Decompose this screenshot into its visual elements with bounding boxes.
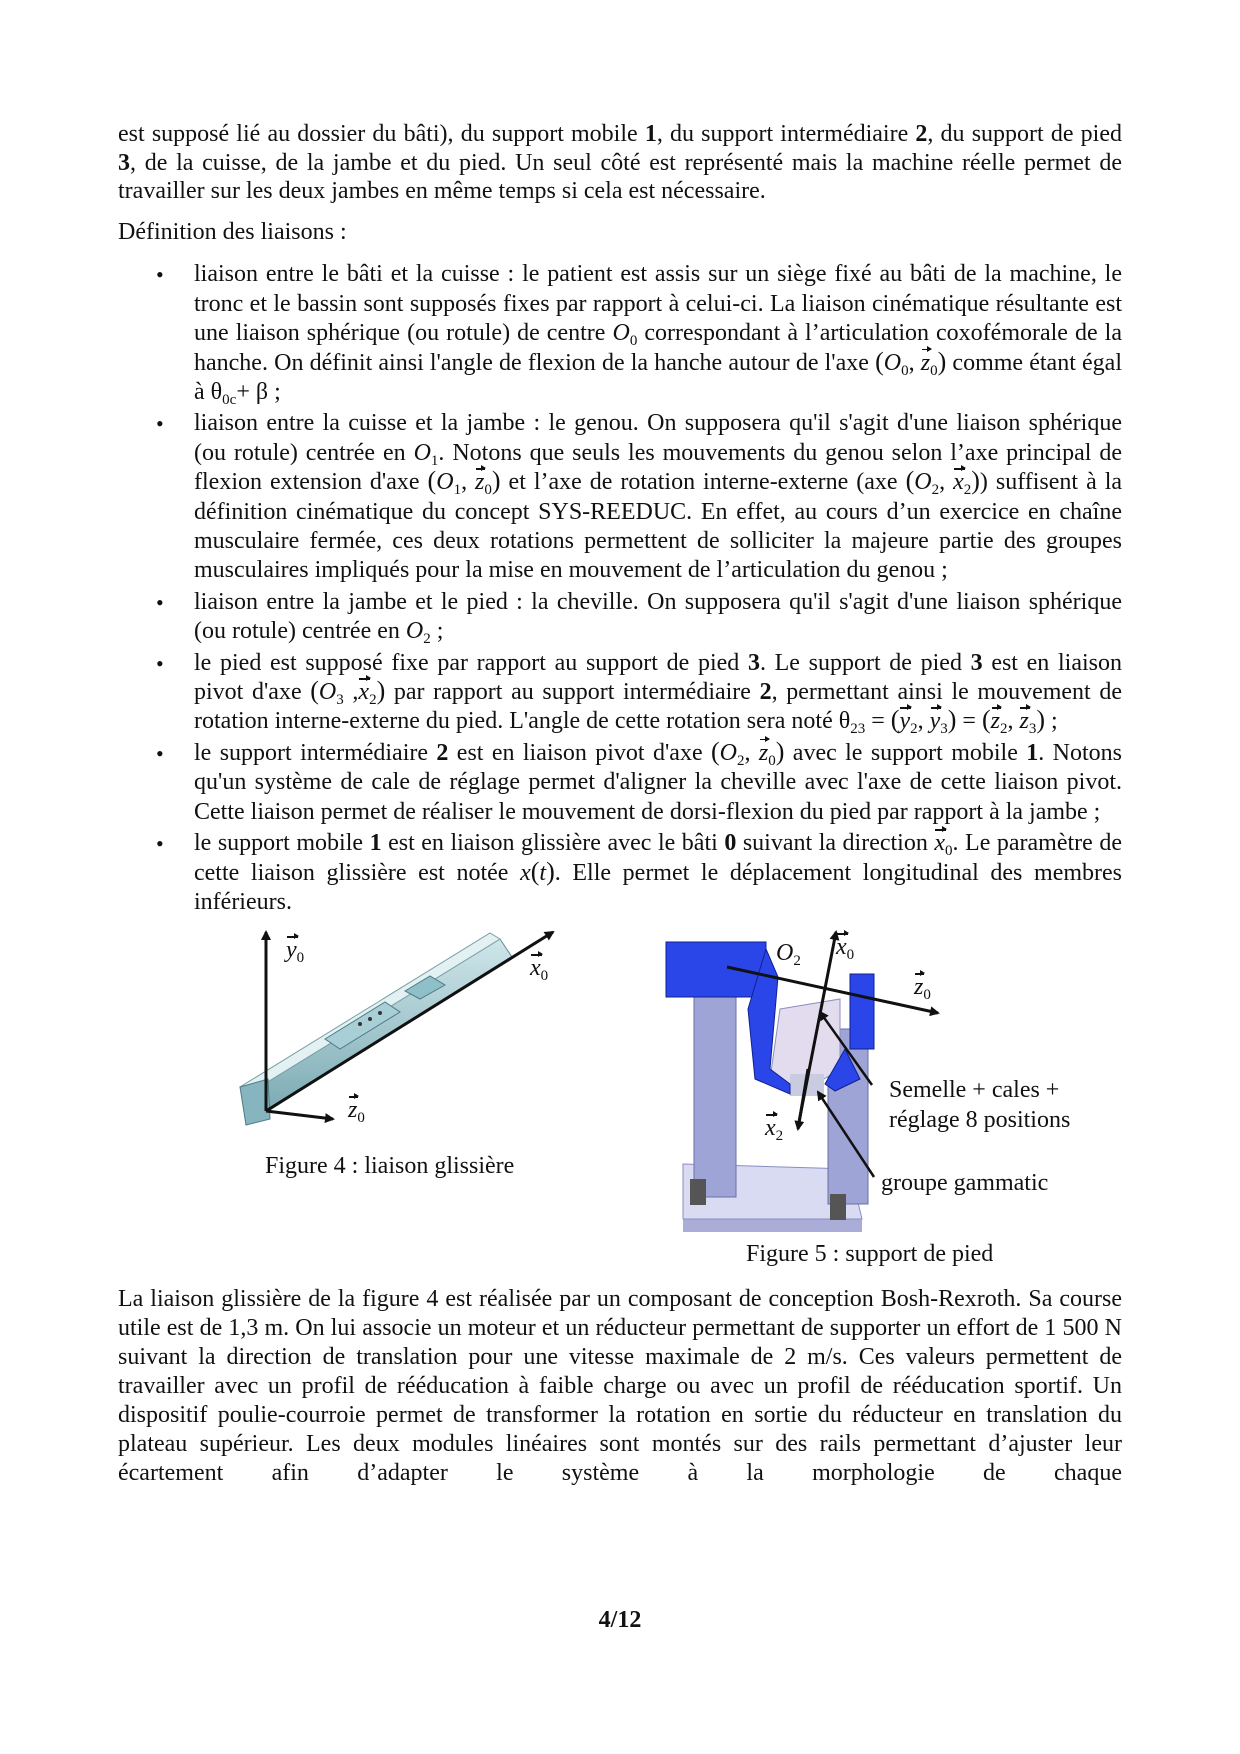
math-parenthesis: ( (981, 705, 991, 735)
math-symbol: x (520, 859, 531, 886)
text-run: + β ; (236, 379, 281, 405)
text-run: comme étant égal à θ (194, 349, 1122, 405)
subscript: 0 (296, 950, 305, 967)
fig4-label-x0 (530, 955, 549, 985)
vector-symbol: y (899, 708, 911, 735)
math-parenthesis: ) (947, 705, 957, 735)
fig5-label-x2 (765, 1115, 784, 1145)
math-parenthesis: ) (1036, 705, 1045, 735)
vector-x: x (836, 934, 847, 961)
bullet-genou (156, 409, 1123, 585)
text-run: le pied est supposé fixe par rapport au support de pied (194, 649, 748, 676)
subscript: 2 (999, 721, 1008, 738)
bullet-marker: • (156, 411, 164, 437)
text-run: , (461, 469, 476, 496)
subscript: 2 (423, 631, 431, 648)
bold-number: 3 (970, 649, 983, 676)
vector-symbol: z (1019, 708, 1029, 735)
subscript: 2 (369, 692, 377, 709)
bold-number: 1 (644, 121, 657, 147)
bullet-support-pied (156, 649, 1123, 738)
fig4-label-y0 (286, 937, 305, 967)
subscript: 1 (430, 452, 439, 469)
subscript: 3 (1028, 721, 1037, 738)
bullet-text (194, 261, 1123, 408)
page-content (118, 120, 1122, 1488)
text-run: par rapport au support intermédiaire (385, 679, 760, 706)
text-run: liaison entre le bâti et la cuisse : le patient est assis sur un siège fixé au bâti de la machine, le tronc et le bassin sont supposés fixes par rapport à celui-ci. La liaison cinématique résultante est une liaison sphérique (ou rotule) de centre (194, 261, 1122, 347)
subscript: 0 (945, 843, 953, 860)
vector-x: x (765, 1115, 776, 1142)
subscript: 0 (357, 1110, 365, 1127)
fig5-label-x0 (836, 934, 855, 964)
bullet-hanche (156, 260, 1123, 408)
z0-axis (266, 1111, 333, 1119)
subscript: 0 (901, 362, 909, 379)
math-parenthesis: ) (937, 346, 947, 376)
subscript: 0c (222, 392, 237, 408)
subscript: 0 (484, 482, 492, 499)
subscript: 3 (940, 721, 948, 738)
math-parenthesis: ( (710, 736, 720, 766)
point-O: O (776, 940, 794, 967)
bullet-text (194, 830, 1122, 915)
bold-number: 3 (118, 149, 130, 176)
math-parenthesis: ) (376, 676, 386, 706)
math-parenthesis: ) (775, 736, 785, 766)
bold-number: 1 (369, 830, 382, 857)
math-parenthesis: ) (546, 856, 555, 886)
text-run: , (917, 708, 930, 735)
math-symbol: t (539, 859, 547, 886)
math-symbol: O (914, 469, 932, 496)
bold-number: 2 (436, 739, 449, 766)
x0-axis (266, 932, 553, 1111)
foot-support-image (666, 942, 874, 1232)
text-run: = (865, 708, 891, 735)
math-parenthesis: ( (905, 466, 915, 496)
text-run: . Le paramètre de cette liaison glissière est notée (194, 830, 1122, 886)
annotation-semelle-line2: réglage 8 positions (889, 1107, 1071, 1134)
text-run: liaison entre la jambe et le pied : la cheville. On supposera qu'il s'agit d'une liaison sphérique (ou rotule) centrée en (194, 588, 1122, 645)
subscript: 2 (963, 482, 972, 499)
subscript: 0 (540, 968, 549, 985)
subscript: 0 (930, 362, 938, 379)
bullet-marker: • (156, 262, 164, 288)
subscript: 0 (629, 333, 638, 350)
subscript: 0 (846, 947, 855, 964)
math-symbol: O (318, 679, 337, 706)
math-parenthesis: ( (875, 346, 884, 376)
text-run: , (744, 739, 759, 766)
math-parenthesis: ( (427, 466, 437, 496)
math-symbol: O (719, 739, 737, 766)
text-run: ) suffisent à la définition cinématique du concept SYS-REEDUC. En effet, au cours d’un exercice en chaîne musculaire fermée, ces deux rotations permettent de solliciter la majeure partie des groupes musculaires impliqués pour la mise en mouvement de l’articulation du genou ; (194, 469, 1123, 584)
text-run: et l’axe de rotation interne-externe (axe (500, 469, 906, 496)
text-run: . Le support de pied (759, 649, 971, 676)
vector-symbol: x (358, 679, 370, 706)
subscript: 0 (768, 752, 776, 769)
bullet-text (194, 736, 1122, 825)
vector-symbol: z (475, 469, 485, 496)
vector-z: z (348, 1097, 358, 1124)
subscript: 2 (910, 721, 918, 738)
text-run: liaison entre la cuisse et la jambe : le genou. On supposera qu'il s'agit d'une liaison sphérique (ou rotule) centrée en (194, 410, 1122, 466)
math-parenthesis: ) (491, 466, 501, 496)
subscript: 3 (336, 692, 344, 709)
subscript: 2 (793, 953, 801, 970)
text-run: est supposé lié au dossier du bâti), du support mobile (118, 121, 645, 147)
annotation-groupe-gammatic: groupe gammatic (881, 1170, 1049, 1197)
text-run: avec le support mobile (784, 739, 1027, 766)
bold-number: 2 (759, 679, 772, 706)
figures-block (0, 919, 1240, 1271)
figure5-caption: Figure 5 : support de pied (746, 1241, 994, 1268)
text-run: , (939, 469, 954, 496)
text-run: . Notons que seuls les mouvements du genou selon l’axe principal de flexion extension d'axe (194, 439, 1123, 496)
text-run: . Notons qu'un système de cale de réglage permet d'aligner la cheville avec l'axe de cette liaison pivot. Cette liaison permet de réaliser le mouvement de dorsi-flexion du pied par rapport à la jambe ; (194, 739, 1122, 825)
subscript: 0 (923, 987, 931, 1004)
fig5-label-z0 (914, 974, 931, 1004)
text-run: le support intermédiaire (194, 739, 437, 766)
subscript: 1 (453, 482, 462, 499)
vector-symbol: z (920, 349, 931, 376)
definition-heading: Définition des liaisons : (118, 218, 347, 245)
page-number: 4/12 (598, 1607, 642, 1633)
text-run: = (956, 708, 982, 735)
text-run: , de la cuisse, de la jambe et du pied. Un seul côté est représenté mais la machine réelle permet de travailler sur les deux jambes en même temps si cela est nécessaire. (118, 149, 1122, 205)
math-symbol: O (612, 320, 630, 347)
vector-x: x (530, 955, 541, 982)
text-run: , du support intermédiaire (656, 121, 916, 147)
text-run: est en liaison pivot d'axe (448, 739, 711, 766)
math-symbol: O (405, 618, 424, 645)
intro-paragraph (118, 120, 1122, 206)
vector-symbol: x (953, 469, 964, 496)
text-run: , (908, 349, 921, 376)
liaisons-list (156, 260, 1123, 917)
math-symbol: O (413, 439, 431, 466)
text-run: le support mobile (194, 830, 370, 857)
bullet-text (194, 410, 1122, 583)
fig4-label-z0 (348, 1097, 365, 1127)
vector-y: y (286, 937, 297, 964)
bullet-cheville (156, 588, 1122, 648)
bullet-support-intermediaire (156, 736, 1122, 827)
math-parenthesis: ( (890, 705, 900, 735)
text-run: correspondant à l’articulation coxofémorale de la hanche. On définit ainsi l'angle de flexion de la hanche autour de l'axe (194, 320, 1123, 376)
math-parenthesis: ( (530, 856, 540, 886)
figure4-caption: Figure 4 : liaison glissière (265, 1153, 515, 1180)
text-run: , (1007, 708, 1020, 735)
bold-number: 0 (724, 830, 737, 857)
subscript: 23 (850, 721, 866, 738)
fig5-label-O2 (776, 940, 801, 970)
bullet-text (194, 649, 1123, 738)
text-run: , du support de pied (927, 121, 1122, 147)
vector-symbol: z (758, 739, 769, 766)
annotation-semelle-line1: Semelle + cales + (889, 1077, 1060, 1104)
bold-number: 2 (915, 121, 928, 147)
closing-paragraph: La liaison glissière de la figure 4 est réalisée par un composant de conception Bosh-Rexroth. Sa course utile est de 1,3 m. On lui associe un moteur et un réducteur permettant de supporter un effort de 1 500 N suivant la direction de translation pour une vitesse maximale de 2 m/s. Ces valeurs permettent de travailler avec un profil de rééducation à faible charge ou avec un profil de rééducation sportif. Un dispositif poulie-courroie permet de transformer la rotation en sortie du réducteur en translation du plateau supérieur. Les deux modules linéaires sont montés sur des rails permettant d’ajuster leur écartement afin d’adapter le système à la morphologie de chaque (118, 1286, 1122, 1487)
bullet-marker: • (156, 831, 164, 857)
bullet-support-mobile (156, 829, 1123, 917)
linear-rail-image (240, 933, 512, 1125)
bullet-marker: • (156, 650, 164, 676)
bullet-text (194, 588, 1122, 648)
text-run: est en liaison pivot d'axe (194, 649, 1122, 706)
text-run: ; (1045, 708, 1058, 735)
math-symbol: O (436, 469, 454, 496)
text-run: ; (430, 618, 444, 645)
bold-number: 1 (1026, 739, 1039, 766)
vector-symbol: z (990, 708, 1000, 735)
math-parenthesis: ) (971, 466, 980, 496)
bullet-marker: • (156, 589, 164, 615)
subscript: 2 (737, 752, 745, 769)
text-run: , (343, 679, 359, 706)
text-run: suivant la direction (736, 830, 935, 857)
vector-symbol: y (929, 708, 941, 735)
vector-symbol: x (934, 830, 946, 857)
bold-number: 3 (747, 649, 760, 676)
subscript: 2 (775, 1128, 784, 1145)
text-run: . Elle permet le déplacement longitudinal des membres inférieurs. (194, 859, 1123, 915)
vector-z: z (914, 974, 924, 1001)
text-run: est en liaison glissière avec le bâti (381, 830, 725, 857)
text-run: , permettant ainsi le mouvement de rotation interne-externe du pied. L'angle de cette rotation sera noté θ (194, 679, 1123, 735)
bullet-marker: • (156, 740, 164, 766)
math-symbol: O (883, 349, 902, 376)
math-parenthesis: ( (310, 676, 319, 706)
subscript: 2 (931, 482, 940, 499)
